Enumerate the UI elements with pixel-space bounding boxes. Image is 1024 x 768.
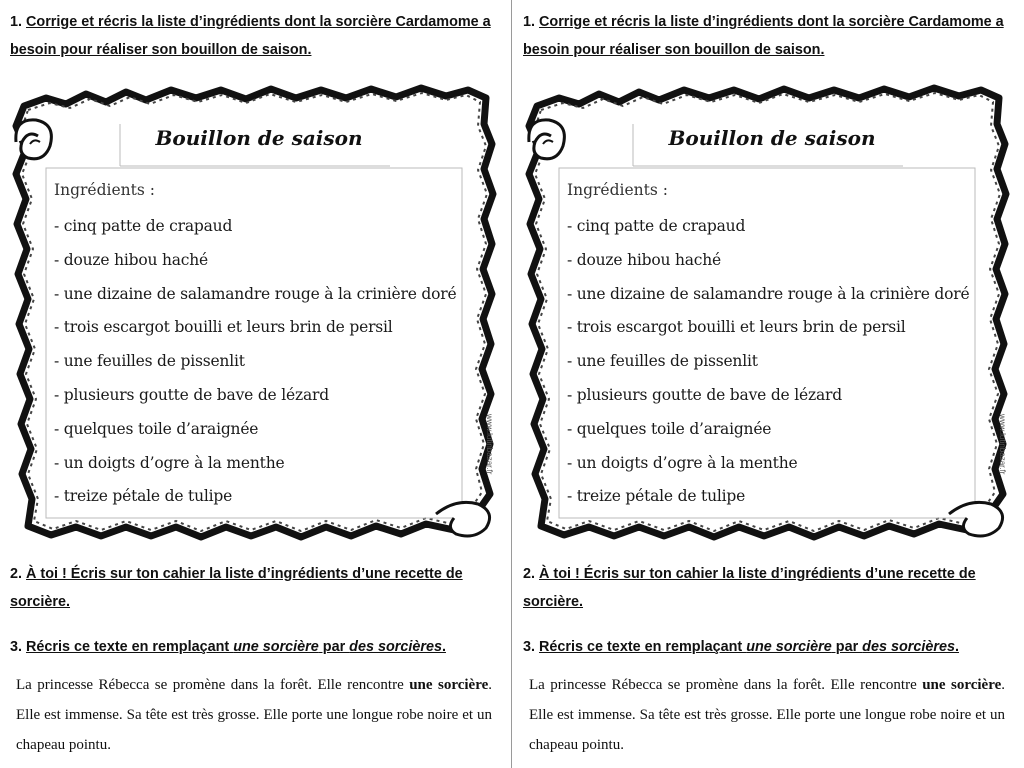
question-1-number: 1.: [523, 14, 536, 30]
list-item: - quelques toile d’araignée: [567, 419, 772, 438]
worksheet-left: [0, 0, 510, 768]
question-3-end: .: [441, 639, 446, 655]
question-3-text: Récris ce texte en remplaçant: [26, 639, 234, 655]
list-item: - plusieurs goutte de bave de lézard: [567, 385, 842, 404]
question-2-number: 2.: [10, 566, 23, 582]
question-3-end: .: [954, 639, 959, 655]
question-2: [523, 560, 1011, 616]
list-item: - un doigts d’ogre à la menthe: [567, 453, 798, 472]
question-3-par: par: [318, 639, 350, 655]
passage-bold: une sorcière: [922, 677, 1002, 693]
worksheet-right: [513, 0, 1023, 768]
recipe-title: Bouillon de saison: [155, 126, 363, 150]
question-2-text: À toi ! Écris sur ton cahier la liste d’ingrédients d’une recette de sorcière.: [523, 566, 976, 610]
question-1-text: Corrige et récris la liste d’ingrédients dont la sorcière Cardamome a besoin pour réaliser son bouillon de saison.: [10, 14, 491, 58]
recipe-title: Bouillon de saison: [668, 126, 876, 150]
page-divider: [511, 0, 512, 768]
list-item: - douze hibou haché: [567, 250, 722, 269]
list-item: - trois escargot bouilli et leurs brin de persil: [567, 318, 906, 337]
watermark: www.lutinbazar.fr: [998, 414, 1007, 475]
question-2: [10, 560, 498, 616]
list-item: - une feuilles de pissenlit: [54, 352, 245, 371]
ingredients-label: Ingrédients :: [54, 181, 155, 199]
watermark: www.lutinbazar.fr: [485, 414, 494, 475]
list-item: - plusieurs goutte de bave de lézard: [54, 385, 329, 404]
question-3: [10, 633, 498, 661]
question-3-number: 3.: [523, 639, 536, 655]
passage-text: [529, 670, 1005, 760]
question-3-number: 3.: [10, 639, 23, 655]
question-3-singular: une sorcière: [233, 639, 319, 655]
question-1-number: 1.: [10, 14, 23, 30]
question-2-number: 2.: [523, 566, 536, 582]
question-3-par: par: [831, 639, 863, 655]
passage-part-2: . Elle est immense. Sa tête est très grosse. Elle porte une longue robe noire et un chapeau pointu.: [16, 677, 492, 753]
list-item: - une feuilles de pissenlit: [567, 352, 758, 371]
list-item: - une dizaine de salamandre rouge à la crinière doré: [567, 284, 970, 303]
ingredients-list: [567, 214, 969, 518]
ingredients-label: Ingrédients :: [567, 181, 668, 199]
ingredients-list: [54, 214, 456, 518]
passage-part-1: La princesse Rébecca se promène dans la forêt. Elle rencontre: [529, 677, 923, 693]
list-item: - treize pétale de tulipe: [567, 487, 746, 506]
list-item: - trois escargot bouilli et leurs brin de persil: [54, 318, 393, 337]
list-item: - quelques toile d’araignée: [54, 419, 259, 438]
question-3-plural: des sorcières: [862, 639, 955, 655]
list-item: - une dizaine de salamandre rouge à la crinière doré: [54, 284, 457, 303]
question-1: [10, 8, 498, 64]
list-item: - treize pétale de tulipe: [54, 487, 233, 506]
parchment-scroll: [519, 84, 1019, 546]
question-1-text: Corrige et récris la liste d’ingrédients dont la sorcière Cardamome a besoin pour réaliser son bouillon de saison.: [523, 14, 1004, 58]
question-3-text: Récris ce texte en remplaçant: [539, 639, 747, 655]
list-item: - cinq patte de crapaud: [567, 217, 746, 235]
passage-part-1: La princesse Rébecca se promène dans la forêt. Elle rencontre: [16, 677, 410, 693]
passage-bold: une sorcière: [409, 677, 489, 693]
list-item: - cinq patte de crapaud: [54, 217, 233, 235]
list-item: - un doigts d’ogre à la menthe: [54, 453, 285, 472]
passage-part-2: . Elle est immense. Sa tête est très grosse. Elle porte une longue robe noire et un chapeau pointu.: [529, 677, 1005, 753]
passage-text: [16, 670, 492, 760]
question-1: [523, 8, 1011, 64]
question-3-singular: une sorcière: [746, 639, 832, 655]
question-3: [523, 633, 1011, 661]
question-3-plural: des sorcières: [349, 639, 442, 655]
question-2-text: À toi ! Écris sur ton cahier la liste d’ingrédients d’une recette de sorcière.: [10, 566, 463, 610]
list-item: - douze hibou haché: [54, 250, 209, 269]
parchment-scroll: [6, 84, 506, 546]
